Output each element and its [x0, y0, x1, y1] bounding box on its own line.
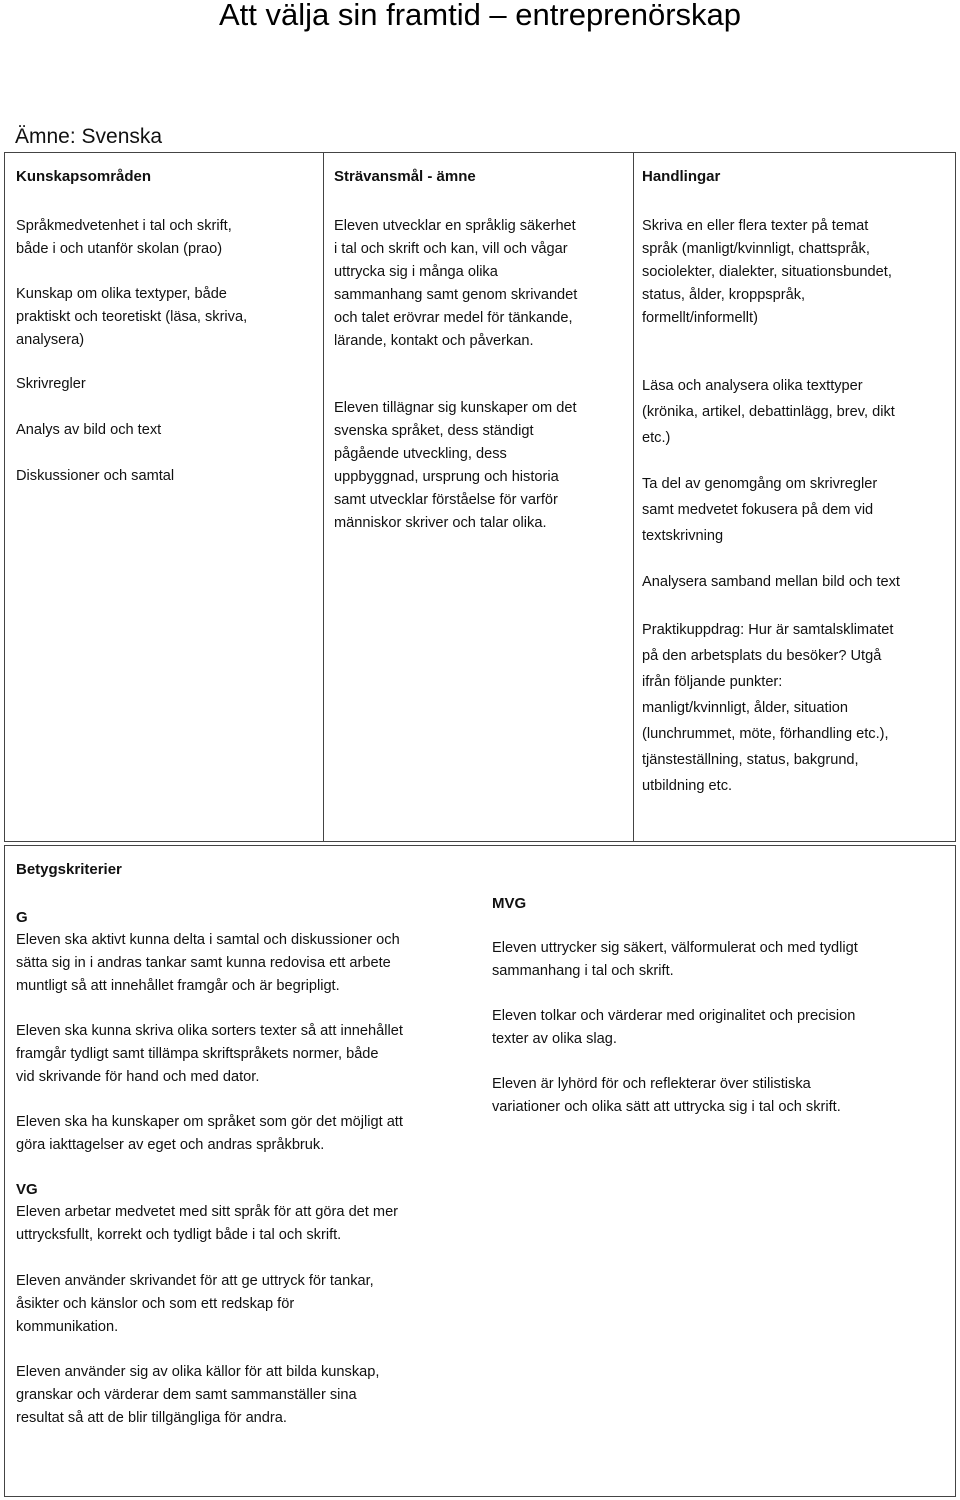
page-title: Att välja sin framtid – entreprenörskap [218, 0, 742, 32]
handling-paragraph-5: Praktikuppdrag: Hur är samtalsklimatet på den arbetsplats du besöker? Utgå ifrån följande punkter: manligt/kvinnligt, ålder, situation (lunchrummet, möte, förhandling etc.), tjänsteställning, status, bakgrund, utbildning etc. [642, 622, 894, 794]
mvg-criterion-1: Eleven uttrycker sig säkert, välformulerat och med tydligt sammanhang i tal och skrift. [492, 940, 858, 979]
kunskapsomraden-header: Kunskapsområden [16, 168, 152, 185]
column-divider [323, 153, 324, 841]
vg-criterion-2: Eleven använder skrivandet för att ge uttryck för tankar, åsikter och känslor och som ett redskap för kommunikation. [16, 1273, 374, 1335]
kunskap-paragraph-4: Analys av bild och text [16, 422, 162, 438]
mvg-criterion-2: Eleven tolkar och värderar med originalitet och precision texter av olika slag. [492, 1008, 856, 1047]
stravan-paragraph-1: Eleven utvecklar en språklig säkerhet i tal och skrift och kan, vill och vågar uttrycka sig i många olika sammanhang samt genom skrivandet och talet erövrar medel för tänkande, lärande, kontakt och påverkan. [334, 218, 578, 349]
kunskap-paragraph-5: Diskussioner och samtal [16, 468, 175, 484]
stravan-paragraph-2: Eleven tillägnar sig kunskaper om det svenska språket, dess ständigt pågående utveckling, dess uppbyggnad, ursprung och historia samt utvecklar förståelse för varför människor skriver och talar olika. [334, 400, 577, 531]
mvg-label: MVG [492, 895, 527, 912]
g-criterion-1: Eleven ska aktivt kunna delta i samtal och diskussioner och sätta sig in i andras tankar samt kunna redovisa ett arbete muntligt så att innehållet framgår och är begripligt. [16, 932, 400, 994]
betygskriterier-header: Betygskriterier [16, 861, 122, 878]
vg-label: VG [16, 1181, 38, 1198]
kunskap-paragraph-1: Språkmedvetenhet i tal och skrift, både i och utanför skolan (prao) [16, 218, 232, 257]
mvg-criterion-3: Eleven är lyhörd för och reflekterar över stilistiska variationer och olika sätt att uttrycka sig i tal och skrift. [492, 1076, 841, 1115]
stravansmal-header: Strävansmål - ämne [334, 168, 476, 185]
kunskap-paragraph-2: Kunskap om olika textyper, både praktiskt och teoretiskt (läsa, skriva, analysera) [16, 286, 248, 348]
vg-criterion-1: Eleven arbetar medvetet med sitt språk för att göra det mer uttrycksfullt, korrekt och tydligt både i tal och skrift. [16, 1204, 399, 1243]
betygskriterier-box [4, 845, 956, 1497]
column-divider [633, 153, 634, 841]
vg-criterion-3: Eleven använder sig av olika källor för att bilda kunskap, granskar och värderar dem samt sammanställer sina resultat så att de blir tillgängliga för andra. [16, 1364, 380, 1426]
subject-heading: Ämne: Svenska [15, 125, 163, 148]
g-label: G [16, 909, 28, 926]
kunskap-paragraph-3: Skrivregler [16, 376, 86, 392]
handling-paragraph-2: Läsa och analysera olika texttyper (krönika, artikel, debattinlägg, brev, dikt etc.) [642, 378, 895, 446]
handling-paragraph-4: Analysera samband mellan bild och text [642, 574, 900, 590]
handling-paragraph-1: Skriva en eller flera texter på temat språk (manligt/kvinnligt, chattspråk, sociolekter, dialekter, situationsbundet, status, ålder, kroppspråk, formellt/informellt) [642, 218, 892, 326]
plan-table [4, 152, 956, 842]
handling-paragraph-3: Ta del av genomgång om skrivregler samt medvetet fokusera på dem vid textskrivning [642, 476, 878, 544]
handlingar-header: Handlingar [642, 168, 721, 185]
g-criterion-2: Eleven ska kunna skriva olika sorters texter så att innehållet framgår tydligt samt tillämpa skriftspråkets normer, både vid skrivande för hand och med dator. [16, 1023, 403, 1085]
g-criterion-3: Eleven ska ha kunskaper om språket som gör det möjligt att göra iakttagelser av eget och andras språkbruk. [16, 1114, 403, 1153]
